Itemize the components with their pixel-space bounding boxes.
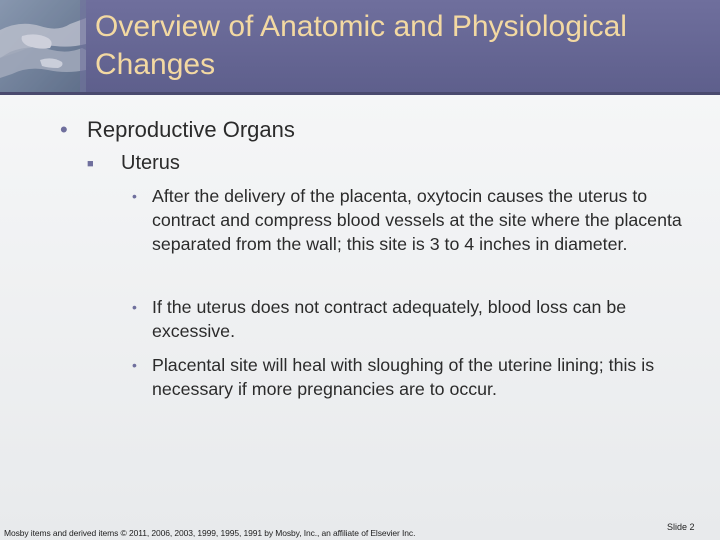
bullet-text: Placental site will heal with sloughing of the uterine lining; this is necessary if more pregnancies are to occur. xyxy=(152,355,655,399)
bullet-text: If the uterus does not contract adequately, blood loss can be excessive. xyxy=(152,297,627,341)
slide-number: Slide 2 xyxy=(667,522,695,532)
slide-body xyxy=(0,95,720,540)
footer-copyright: Mosby items and derived items © 2011, 2006, 2003, 1999, 1995, 1991 by Mosby, Inc., an affiliate of Elsevier Inc. xyxy=(4,528,416,538)
bullet-marker: • xyxy=(60,117,68,142)
bullet-level1 xyxy=(60,116,295,144)
bullet-text-uterus: Uterus xyxy=(121,152,180,174)
bullet-marker: • xyxy=(132,299,137,315)
bullet-level3-item xyxy=(130,353,700,401)
bullet-level3-item xyxy=(130,184,700,256)
slide-header xyxy=(0,0,720,92)
slide-title: Overview of Anatomic and Physiological Changes xyxy=(95,10,627,81)
bullet-marker: • xyxy=(132,357,137,373)
bullet-text: After the delivery of the placenta, oxytocin causes the uterus to contract and compress blood vessels at the site where the placenta separated from the wall; this site is 3 to 4 inches in diameter. xyxy=(152,186,682,254)
bullet-level2 xyxy=(87,151,180,177)
bullet-level3-item xyxy=(130,295,700,343)
square-bullet-icon: ■ xyxy=(87,158,94,170)
header-photo-hands xyxy=(0,0,86,92)
bullet-text-reproductive-organs: Reproductive Organs xyxy=(87,117,295,142)
bullet-marker: • xyxy=(132,188,137,204)
hands-photo-icon xyxy=(0,0,86,92)
